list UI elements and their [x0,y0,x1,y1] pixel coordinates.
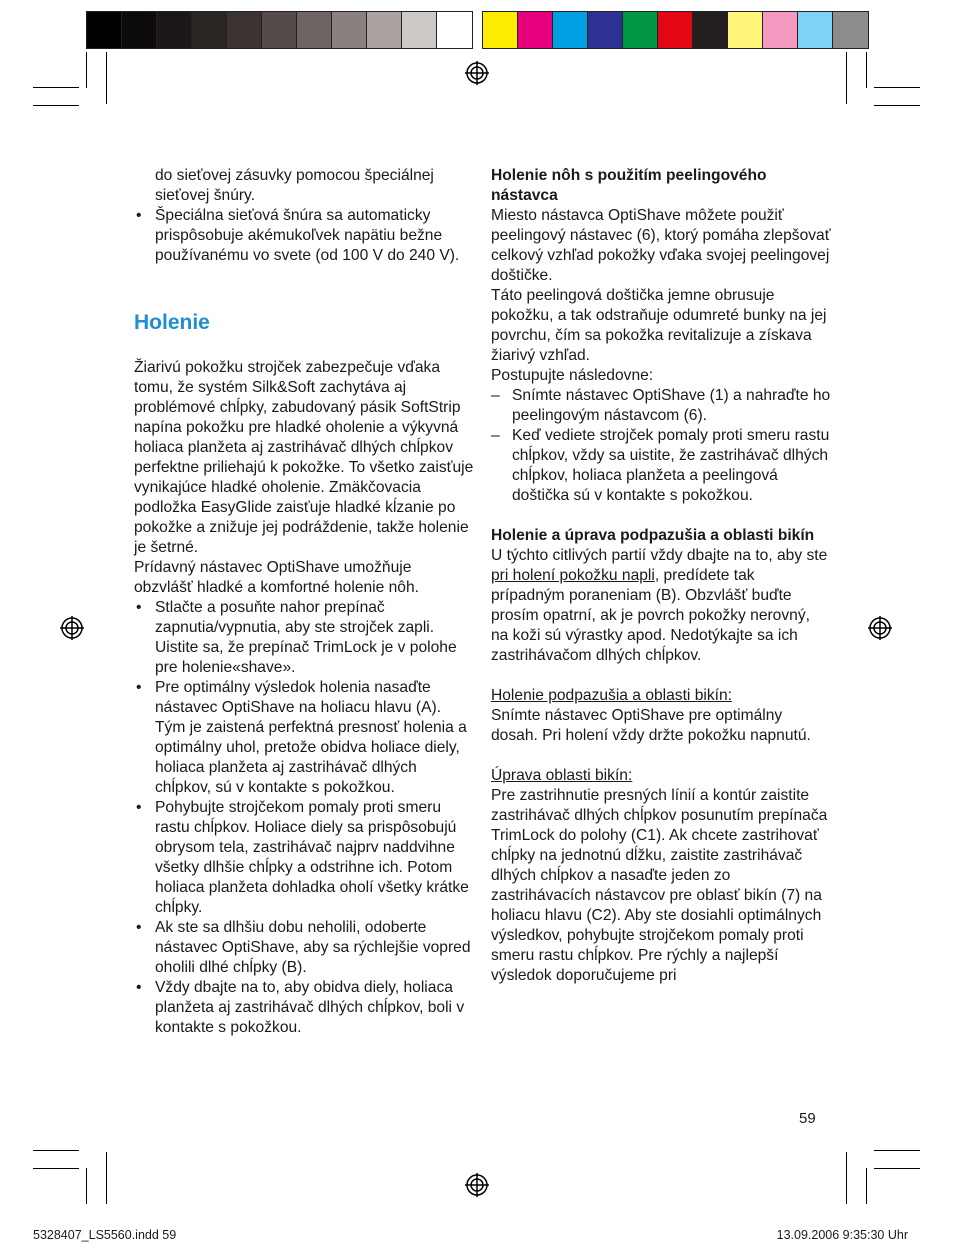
intro-bullet-list [134,206,474,266]
body-paragraph: Prídavný nástavec OptiShave umožňuje obzvlášť hladké a komfortné holenie nôh. [134,559,419,596]
crop-mark [86,52,87,88]
body-paragraph: Pre zastrihnutie presných línií a kontúr zaistite zastrihávač dlhých chĺpkov posunutím prepínača TrimLock do polohy (C1). Ak chcete zastrihovať chĺpky na jednotnú dĺžku, zaistite zastrihávač dlhých chĺpkov a nasaďte jeden zo zastrihávacích nástavcov pre oblasť bikín (7) na holiacu hlavu (C2). Aby ste dosiahli optimálnych výsledkov, pohybujte strojčekom pomaly proti smeru rastu chĺpkov. Pre rýchly a najlepší výsledok doporučujeme pri [491,787,828,984]
color-swatch [227,12,262,48]
right-column [491,166,831,986]
body-paragraph [491,546,831,666]
color-swatch [122,12,157,48]
color-swatch [693,12,728,48]
color-swatch [623,12,658,48]
footer-file-info: 5328407_LS5560.indd 59 [33,1228,177,1242]
color-swatch [553,12,588,48]
crop-mark [33,105,79,106]
list-item: • Ak ste sa dlhšiu dobu neholili, odoberte nástavec OptiShave, aby sa rýchlejšie vopred oholili dlhé chĺpky (B). [134,918,474,978]
crop-mark [874,105,920,106]
registration-mark-icon [60,616,84,640]
registration-mark-icon [465,1173,489,1197]
list-item: • Stlačte a posuňte nahor prepínač zapnutia/vypnutia, aby ste strojček zapli. Uistite sa, že prepínač TrimLock je v polohe pre holenie«shave». [134,598,474,678]
footer-timestamp: 13.09.2006 9:35:30 Uhr [776,1228,908,1242]
color-swatch [297,12,332,48]
section-heading: Holenie [134,311,210,334]
process-color-bar [482,11,869,49]
color-swatch [833,12,868,48]
shaving-bullet-list [134,598,474,1038]
color-swatch [798,12,833,48]
color-swatch [87,12,122,48]
page-number: 59 [799,1110,816,1127]
color-swatch [518,12,553,48]
crop-mark [866,52,867,88]
color-swatch [157,12,192,48]
registration-mark-icon [465,61,489,85]
color-swatch [763,12,798,48]
crop-mark [33,87,79,88]
color-swatch [262,12,297,48]
crop-mark [86,1168,87,1204]
crop-mark [874,1168,920,1169]
color-swatch [367,12,402,48]
subheading: Holenie a úprava podpazušia a oblasti bikín [491,527,815,544]
grayscale-color-bar [86,11,473,49]
text-span: U týchto citlivých partií vždy dbajte na to, aby ste [491,547,828,564]
underlined-text: pri holení pokožku napli [491,567,655,584]
crop-mark [846,1152,847,1204]
underlined-subheading: Úprava oblasti bikín: [491,767,633,784]
body-paragraph: Žiarivú pokožku strojček zabezpečuje vďaka tomu, že systém Silk&Soft zachytáva aj problémové chĺpky, zabudovaný pásik SoftStrip napína pokožku pre hladké oholenie a výkyvná holiaca planžeta aj zastrihávač dlhých chĺpkov perfektne priliehajú k pokožke. To všetko zaisťuje vynikajúce hladké oholenie. Zmäkčovacia podložka EasyGlide zaisťuje hladké kĺzanie po pokožke a znižuje jej podráždenie, takže holenie je šetrné. [134,359,474,556]
list-item: – Keď vediete strojček pomaly proti smeru rastu chĺpkov, vždy sa uistite, že zastrihávač dlhých chĺpkov, holiaca planžeta a peelingová doštička sú v kontakte s pokožkou. [491,426,831,506]
registration-mark-icon [868,616,892,640]
color-swatch [402,12,437,48]
list-item: • Pre optimálny výsledok holenia nasaďte nástavec OptiShave na holiacu hlavu (A). Tým je zaistená perfektná presnosť holenia a optimálny uhol, pretože obidva holiace diely, holiaca planžeta aj zastrihávač dlhých chĺpkov, sú v kontakte s pokožkou. [134,678,474,798]
crop-mark [33,1168,79,1169]
color-swatch [483,12,518,48]
color-swatch [658,12,693,48]
crop-mark [33,1150,79,1151]
crop-mark [846,52,847,104]
steps-dash-list [491,386,831,506]
list-item: • Špeciálna sieťová šnúra sa automaticky prispôsobuje akémukoľvek napätiu bežne používanému vo svete (od 100 V do 240 V). [134,206,474,266]
left-column [134,166,474,1038]
subheading: Holenie nôh s použitím peelingového nástavca [491,167,767,204]
color-swatch [332,12,367,48]
body-paragraph: Táto peelingová doštička jemne obrusuje pokožku, a tak odstraňuje odumreté bunky na jej povrchu, čím sa pokožka revitalizuje a získava žiarivý vzhľad. [491,287,827,364]
crop-mark [106,52,107,104]
intro-paragraph: do sieťovej zásuvky pomocou špeciálnej sieťovej šnúry. [155,167,434,204]
crop-mark [866,1168,867,1204]
list-item: • Vždy dbajte na to, aby obidva diely, holiaca planžeta aj zastrihávač dlhých chĺpkov, boli v kontakte s pokožkou. [134,978,474,1038]
underlined-subheading: Holenie podpazušia a oblasti bikín: [491,687,732,704]
body-paragraph: Miesto nástavca OptiShave môžete použiť peelingový nástavec (6), ktorý pomáha zlepšovať celkový vzhľad pokožky vďaka svojej peelingovej doštičke. [491,207,831,284]
color-swatch [437,12,472,48]
color-swatch [728,12,763,48]
body-paragraph: Postupujte následovne: [491,367,654,384]
list-item: • Pohybujte strojčekom pomaly proti smeru rastu chĺpkov. Holiace diely sa prispôsobujú obrysom tela, zastrihávač najprv naddvihne všetky dlhšie chĺpky a odstrihne ich. Potom holiaca planžeta dohladka oholí všetky krátke chĺpky. [134,798,474,918]
color-swatch [192,12,227,48]
crop-mark [106,1152,107,1204]
body-paragraph: Snímte nástavec OptiShave pre optimálny dosah. Pri holení vždy držte pokožku napnutú. [491,707,811,744]
text-span: , predídete tak prípadným poraneniam (B). Obzvlášť buďte prosím opatrní, ak je povrch pokožky nerovný, na koži sú výrastky apod. Nedotýkajte sa ich zastrihávačom dlhých chĺpkov. [491,567,810,664]
crop-mark [874,87,920,88]
color-swatch [588,12,623,48]
list-item: – Snímte nástavec OptiShave (1) a nahraďte ho peelingovým nástavcom (6). [491,386,831,426]
crop-mark [874,1150,920,1151]
